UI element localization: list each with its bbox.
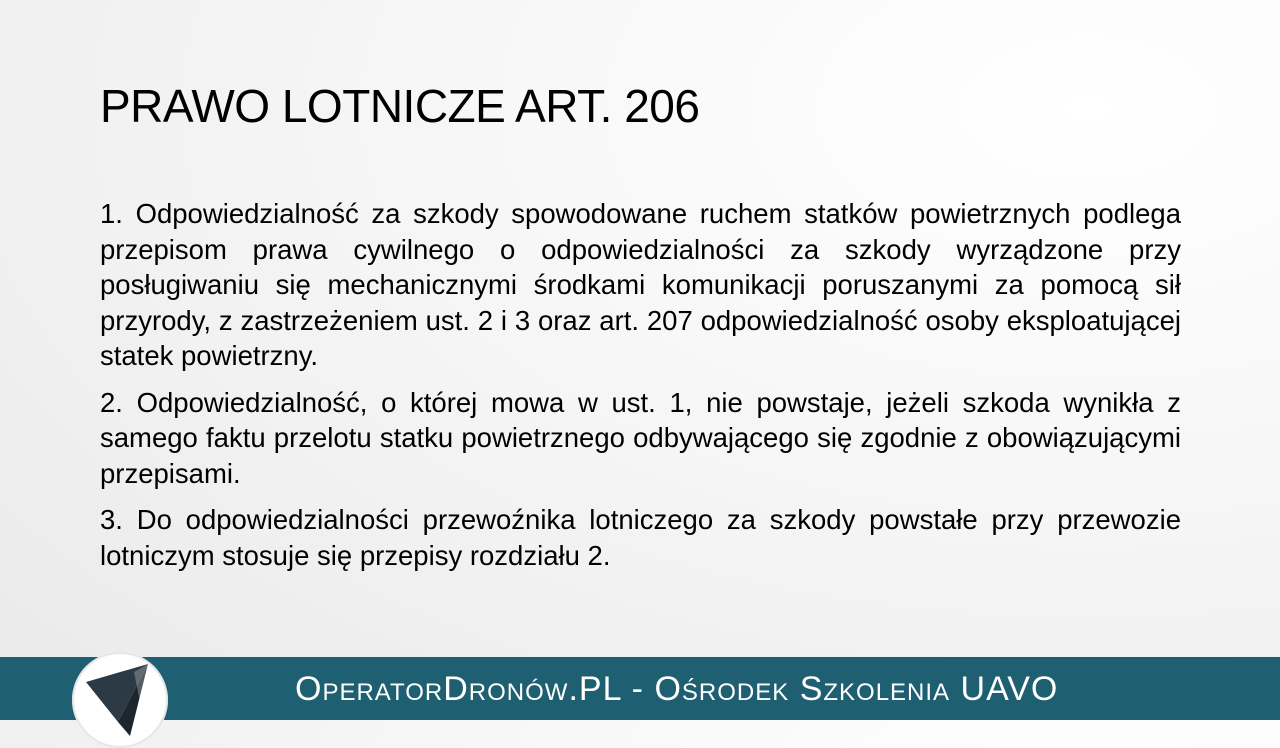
paragraph-2: 2. Odpowiedzialność, o której mowa w ust. 1, nie powstaje, jeżeli szkoda wynikła z samego faktu przelotu statku powietrznego odbywającego się zgodnie z obowiązującymi przepisami. [100, 386, 1181, 489]
footer-text: OperatorDronów.PL - Ośrodek Szkolenia UAVO [295, 670, 1059, 708]
paragraph-3: 3. Do odpowiedzialności przewoźnika lotniczego za szkody powstałe przy przewozie lotniczym stosuje się przepisy rozdziału 2. [100, 504, 1181, 571]
paper-plane-logo-icon [72, 652, 168, 748]
article-text [100, 196, 1181, 584]
slide-title: PRAWO LOTNICZE ART. 206 [100, 80, 700, 132]
paragraph-1: 1. Odpowiedzialność za szkody spowodowane ruchem statków powietrznych podlega przepisom prawa cywilnego o odpowiedzialności za szkody wyrządzone przy posługiwaniu się mechanicznymi środkami komunikacji poruszanymi za pomocą sił przyrody, z zastrzeżeniem ust. 2 i 3 oraz art. 207 odpowiedzialność osoby eksploatującej statek powietrzny. [100, 198, 1181, 371]
footer-bar [0, 657, 1280, 720]
